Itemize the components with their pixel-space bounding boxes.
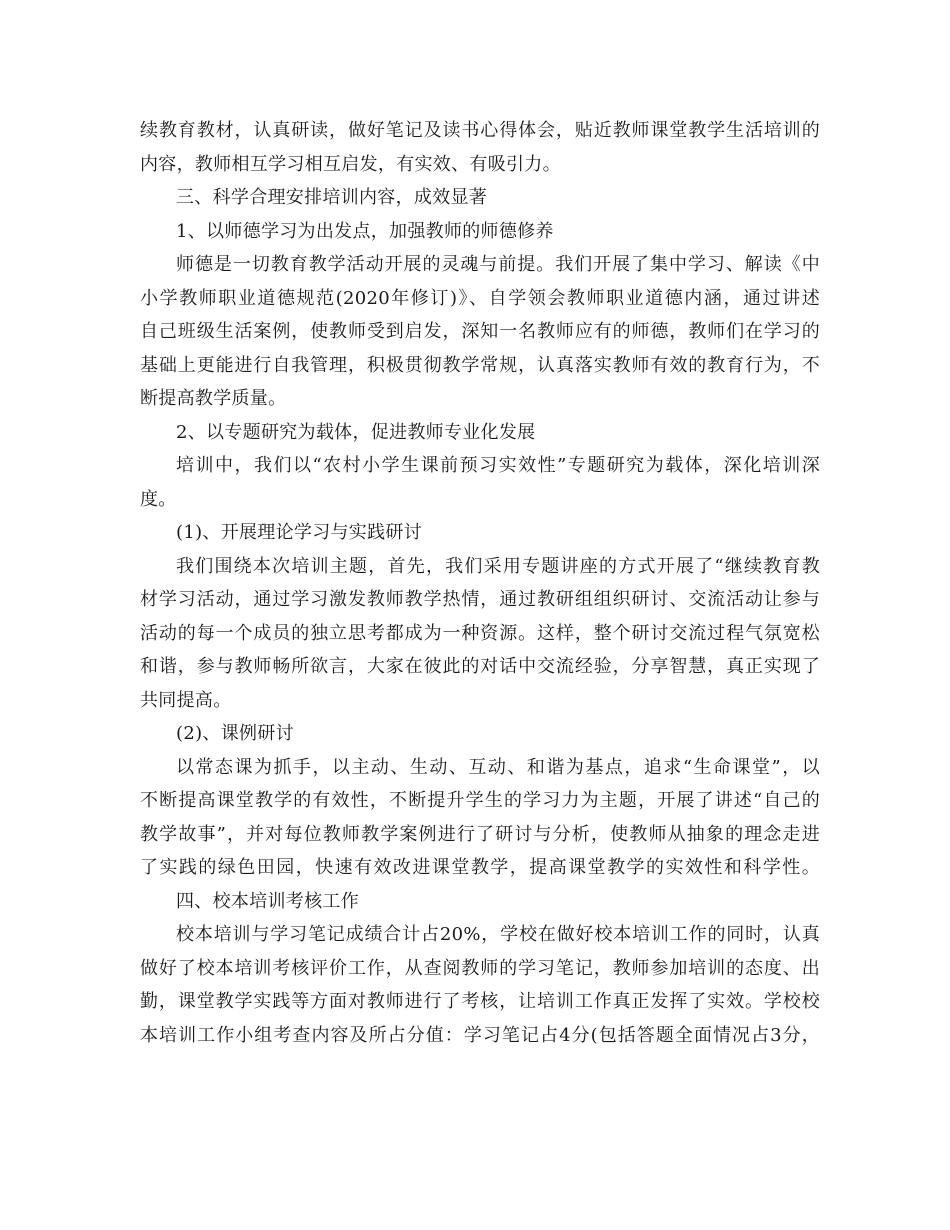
text-line: 师德是一切教育教学活动开展的灵魂与前提。我们开展了集中学习、解读《中 [176,254,820,275]
text-line: 内容，教师相互学习相互启发，有实效、有吸引力。 [140,153,561,175]
text-line: 勤，课堂教学实践等方面对教师进行了考核，让培训工作真正发挥了实效。学校校 [140,991,820,1012]
text-line: 了实践的绿色田园，快速有效改进课堂教学，提高课堂教学的实效性和科学性。 [140,857,820,878]
text-line: (1)、开展理论学习与实践研讨 [176,522,422,543]
text-line: 自己班级生活案例，使教师受到启发，深知一名教师应有的师德，教师们在学习的 [140,321,820,342]
text-line: 三、科学合理安排培训内容，成效显著 [176,187,488,208]
text-line: 教学故事”，并对每位教师教学案例进行了研讨与分析，使教师从抽象的理念走进 [140,823,820,845]
text-line: 小学教师职业道德规范(2020年修订)》、自学领会教师职业道德内涵，通过讲述 [140,287,820,309]
text-line: 度。 [140,488,177,510]
text-line: 以常态课为抓手，以主动、生动、互动、和谐为基点，追求“生命课堂”，以 [176,756,820,778]
text-line: 本培训工作小组考查内容及所占分值：学习笔记占4分(包括答题全面情况占3分， [140,1024,820,1046]
text-line: 2、以专题研究为载体，促进教师专业化发展 [176,421,536,443]
text-line: 活动的每一个成员的独立思考都成为一种资源。这样，整个研讨交流过程气氛宽松 [140,622,820,644]
text-line: 做好了校本培训考核评价工作，从查阅教师的学习笔记，教师参加培训的态度、出 [140,957,820,979]
text-line: 校本培训与学习笔记成绩合计占20%，学校在做好校本培训工作的同时，认真 [176,924,820,945]
text-line: 不断提高课堂教学的有效性，不断提升学生的学习力为主题，开展了讲述“自己的 [140,790,820,811]
text-line: 共同提高。 [140,689,232,711]
text-line: 我们围绕本次培训主题，首先，我们采用专题讲座的方式开展了“继续教育教 [176,555,820,577]
text-line: 续教育教材，认真研读，做好笔记及读书心得体会，贴近教师课堂教学生活培训的 [140,120,820,141]
document-body [140,114,820,1052]
text-line: 基础上更能进行自我管理，积极贯彻教学常规，认真落实教师有效的教育行为，不 [140,354,820,376]
text-line: 四、校本培训考核工作 [176,890,359,912]
text-line: 培训中，我们以“农村小学生课前预习实效性”专题研究为载体，深化培训深 [176,455,820,476]
text-line: 材学习活动，通过学习激发教师教学热情，通过教研组组织研讨、交流活动让参与 [140,589,820,610]
text-line: 和谐，参与教师畅所欲言，大家在彼此的对话中交流经验，分享智慧，真正实现了 [140,656,820,677]
text-line: 断提高教学质量。 [140,388,287,409]
text-line: (2)、课例研讨 [176,723,294,744]
text-line: 1、以师德学习为出发点，加强教师的师德修养 [176,220,554,242]
